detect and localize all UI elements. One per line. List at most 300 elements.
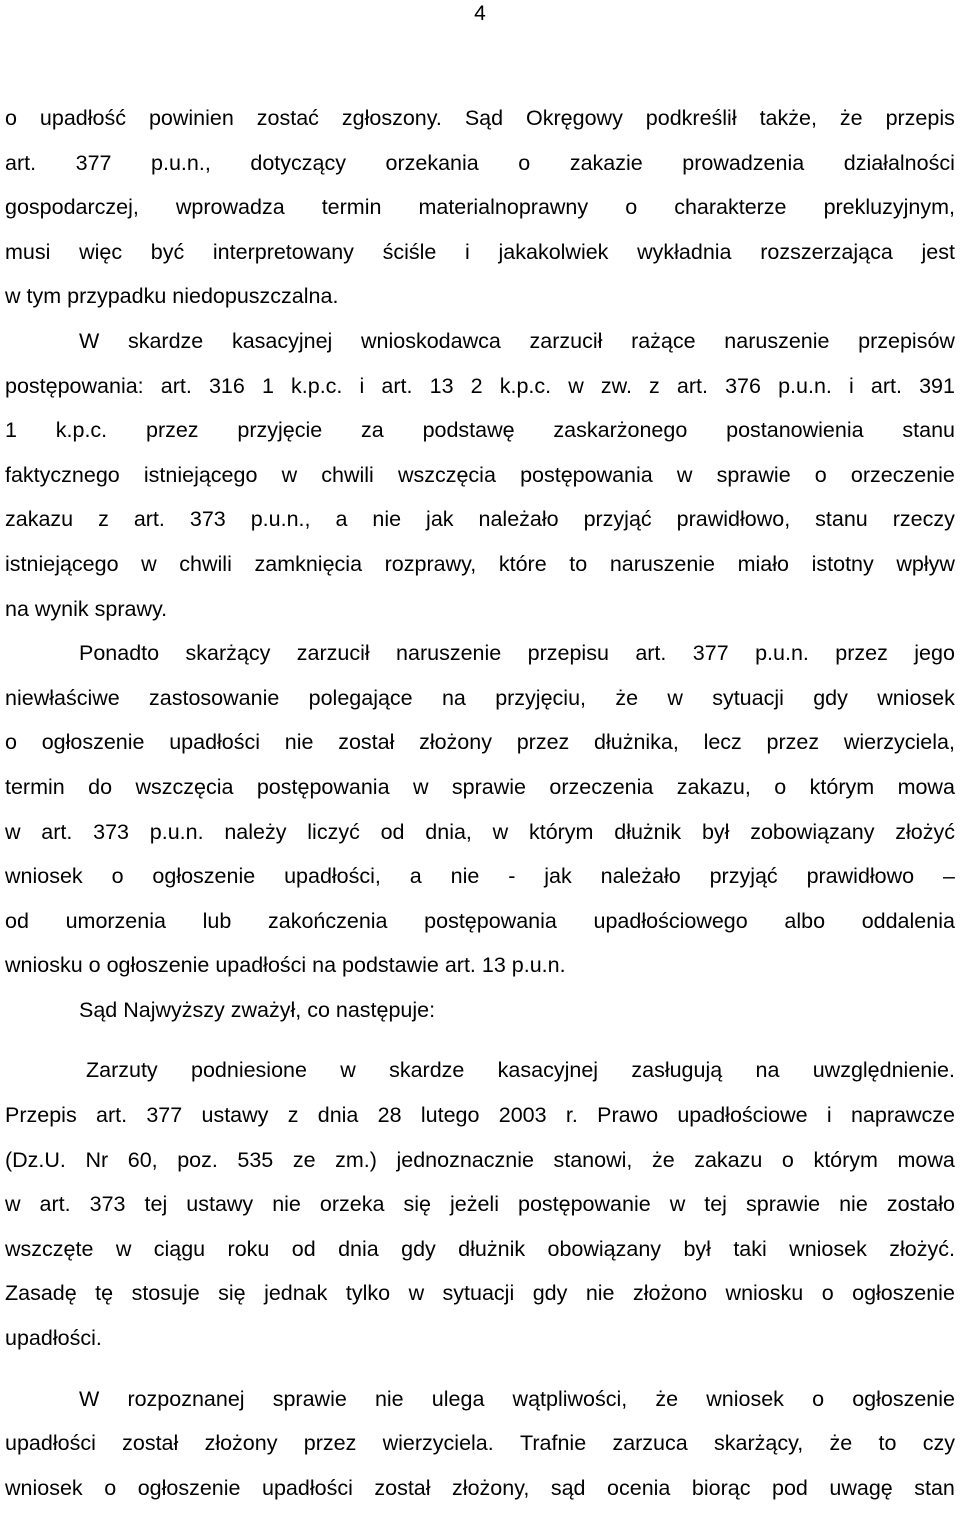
word: zaskarżonego: [553, 418, 688, 443]
word: że: [651, 1147, 675, 1172]
word: jak: [426, 507, 454, 532]
word: kasacyjnej: [231, 328, 333, 353]
word: którym: [813, 1147, 878, 1172]
word: od: [5, 908, 29, 933]
word: przez: [145, 418, 199, 443]
word: gdy: [532, 1281, 568, 1306]
word: orzeczenie: [850, 462, 955, 487]
word: złożyć: [895, 819, 955, 844]
word: wątpliwości,: [512, 1386, 628, 1411]
word: obowiązany: [547, 1236, 662, 1261]
word: ulega: [431, 1386, 485, 1411]
word: w: [281, 462, 298, 487]
word: p.u.n.: [778, 373, 832, 398]
word: należy: [224, 819, 287, 844]
word: biorąc: [691, 1475, 751, 1500]
word: złożony: [204, 1431, 278, 1456]
text-line: [5, 364, 955, 409]
word: prawidłowo: [806, 864, 915, 889]
word: zw.: [600, 373, 632, 398]
word: 376: [725, 373, 761, 398]
word: wniosek: [5, 864, 83, 889]
word: rozszerzająca: [760, 239, 893, 264]
word: art.: [870, 373, 902, 398]
word: naruszenie: [724, 328, 830, 353]
word: postępowania: [424, 908, 557, 933]
word: upadłościowe: [677, 1103, 808, 1128]
word: i: [465, 239, 470, 264]
text-line: wniosku o ogłoszenie upadłości na podstawie art. 13 p.u.n.: [5, 953, 566, 978]
word: jednak: [264, 1281, 328, 1306]
word: ogłoszenie: [852, 1281, 955, 1306]
word: powinien: [148, 106, 234, 130]
word: ustawy: [201, 1103, 269, 1128]
word: to: [569, 551, 588, 576]
text-line: [5, 141, 955, 186]
word: wszczęte: [5, 1236, 94, 1261]
text-line: [5, 1138, 955, 1183]
word: sprawie: [745, 1192, 821, 1217]
word: podkreślił: [645, 106, 737, 130]
word: prekluzyjnym,: [823, 195, 955, 220]
word: chwili: [179, 551, 232, 576]
word: o: [5, 106, 17, 130]
word: polegające: [308, 685, 413, 710]
text-line: [5, 96, 955, 141]
word: przyjęciu,: [495, 685, 586, 710]
word: termin: [5, 774, 65, 799]
word: przez: [835, 641, 888, 666]
word: zm.): [335, 1147, 377, 1172]
word: k.p.c.: [499, 373, 552, 398]
word: o: [812, 1386, 825, 1411]
word: skarżący,: [714, 1431, 804, 1456]
word: dnia,: [425, 819, 472, 844]
word: przyjęcie: [237, 418, 323, 443]
word: jednoznacznie: [396, 1147, 534, 1172]
word: poz.: [177, 1147, 218, 1172]
word: z: [649, 373, 660, 398]
word: naruszenie: [609, 551, 716, 576]
word: że: [655, 1386, 679, 1411]
word: które: [498, 551, 547, 576]
word: był: [683, 1236, 711, 1261]
word: pod: [771, 1475, 808, 1500]
text-line: upadłości.: [5, 1326, 102, 1351]
word: Okręgowy: [526, 106, 623, 130]
word: przepis: [885, 106, 955, 130]
text-line: w tym przypadku niedopuszczalna.: [5, 284, 339, 309]
word: przepisów: [858, 328, 955, 353]
word: rozprawy,: [384, 551, 477, 576]
word: przez: [516, 730, 570, 755]
word: art.: [95, 1103, 128, 1128]
word: ocenia: [607, 1475, 671, 1500]
word: jeżeli: [449, 1192, 499, 1217]
word: naruszenie: [396, 641, 502, 666]
page-number: 4: [474, 2, 486, 25]
paragraph-2: [5, 319, 955, 631]
word: z: [98, 507, 109, 532]
word: to: [878, 1431, 897, 1456]
word: zobowiązany: [750, 819, 875, 844]
text-line: [5, 631, 955, 676]
word: że: [615, 685, 639, 710]
word: 373: [89, 1192, 126, 1217]
word: 60,: [127, 1147, 158, 1172]
word: Trafnie: [520, 1431, 587, 1456]
word: skardze: [389, 1058, 465, 1083]
word: k.p.c.: [55, 418, 108, 443]
word: czy: [922, 1431, 955, 1456]
word: -: [508, 864, 516, 889]
word: p.u.n.,: [250, 507, 311, 532]
word: materialnoprawny: [418, 195, 589, 220]
word: nie: [272, 1192, 301, 1217]
word: art.: [5, 150, 37, 175]
spacer: [5, 1032, 955, 1048]
word: (Dz.U.: [5, 1147, 66, 1172]
word: jakakolwiek: [498, 239, 609, 264]
word: nie: [372, 507, 402, 532]
word: tylko: [345, 1281, 391, 1306]
word: termin: [321, 195, 382, 220]
word: złożony: [419, 730, 492, 755]
word: wniosek: [706, 1386, 784, 1411]
text-line: [5, 1421, 955, 1466]
word: charakterze: [674, 195, 787, 220]
word: p.u.n.: [755, 641, 809, 666]
word: stanu: [815, 507, 868, 532]
word: którym: [528, 819, 594, 844]
word: upadłości,: [284, 864, 381, 889]
word: zakazu,: [676, 774, 751, 799]
word: zarzucił: [296, 641, 370, 666]
word: uwzględnienie.: [812, 1058, 955, 1083]
word: na: [755, 1058, 780, 1083]
word: w: [412, 774, 429, 799]
word: zgłoszony.: [341, 106, 442, 130]
word: zakazie: [569, 150, 643, 175]
word: faktycznego: [5, 462, 120, 487]
word: został: [122, 1431, 179, 1456]
word: ogłoszenie: [852, 1386, 955, 1411]
word: od: [291, 1236, 316, 1261]
text-line: [5, 1466, 955, 1511]
word: zastosowanie: [149, 685, 280, 710]
word: o: [518, 150, 531, 175]
word: art.: [41, 819, 73, 844]
word: 316: [208, 373, 245, 398]
word: ogłoszenie: [137, 1475, 241, 1500]
word: wykładnia: [637, 239, 732, 264]
word: orzekania: [385, 150, 479, 175]
word: upadłości: [262, 1475, 353, 1500]
word: Ponadto: [79, 641, 160, 666]
word: liczyć: [307, 819, 360, 844]
word: istotny: [811, 551, 874, 576]
word: postępowanie: [518, 1192, 651, 1217]
text-line: [5, 1182, 955, 1227]
word: wniosek: [5, 1475, 83, 1500]
word: także,: [759, 106, 817, 130]
word: do: [88, 774, 113, 799]
word: skarżący: [185, 641, 271, 666]
word: naprawcze: [850, 1103, 955, 1128]
word: sąd: [550, 1475, 586, 1500]
document-body: [5, 96, 955, 1510]
word: kasacyjnej: [497, 1058, 599, 1083]
word: 2: [470, 373, 483, 398]
word: sprawie: [272, 1386, 347, 1411]
word: w: [408, 1281, 425, 1306]
word: Nr: [85, 1147, 109, 1172]
word: dotyczący: [250, 150, 346, 175]
word: upadłości: [5, 1431, 96, 1456]
word: przyjąć: [583, 507, 652, 532]
word: i: [848, 373, 854, 398]
word: art.: [39, 1192, 71, 1217]
word: został: [338, 730, 395, 755]
word: nie: [585, 1281, 615, 1306]
word: a: [409, 864, 422, 889]
text-line: [5, 230, 955, 275]
word: mowa: [897, 1147, 955, 1172]
word: przez: [766, 730, 820, 755]
word: Sąd: [464, 106, 504, 130]
word: w: [115, 1236, 132, 1261]
word: postępowania:: [5, 373, 144, 398]
word: prowadzenia: [682, 150, 805, 175]
word: stosuje: [131, 1281, 200, 1306]
word: gdy: [401, 1236, 436, 1261]
word: r.: [565, 1103, 578, 1128]
word: jest: [921, 239, 955, 264]
word: albo: [784, 908, 826, 933]
word: tę: [95, 1281, 114, 1306]
word: i: [359, 373, 365, 398]
word: taki: [733, 1236, 767, 1261]
word: postanowienia: [726, 418, 864, 443]
word: art.: [381, 373, 413, 398]
word: zakończenia: [267, 908, 388, 933]
word: stan: [914, 1475, 955, 1500]
word: dłużnika,: [594, 730, 679, 755]
text-line: [5, 185, 955, 230]
word: prawidłowo,: [676, 507, 791, 532]
word: w: [669, 1192, 686, 1217]
word: w: [340, 1058, 356, 1083]
word: art.: [676, 373, 708, 398]
word: został: [374, 1475, 431, 1500]
word: mowa: [897, 774, 955, 799]
word: złożony,: [452, 1475, 530, 1500]
word: 1: [261, 373, 274, 398]
text-line: na wynik sprawy.: [5, 596, 168, 621]
word: w: [492, 819, 509, 844]
word: 2003: [498, 1103, 547, 1128]
word: wszczęcia: [397, 462, 496, 487]
word: –: [943, 864, 955, 889]
word: skardze: [127, 328, 204, 353]
word: rzeczy: [892, 507, 955, 532]
section-heading: [5, 988, 955, 1033]
word: dłużnik: [458, 1236, 526, 1261]
spacer: [5, 1361, 955, 1377]
word: działalności: [843, 150, 955, 175]
word: p.u.n.,: [151, 150, 211, 175]
word: chwili: [321, 462, 374, 487]
word: lecz: [703, 730, 742, 755]
word: sprawie: [716, 462, 791, 487]
word: na: [441, 685, 466, 710]
word: że: [839, 106, 863, 130]
word: art.: [160, 373, 192, 398]
word: orzeczenia: [549, 774, 654, 799]
word: lutego: [420, 1103, 480, 1128]
word: za: [361, 418, 384, 443]
word: o: [821, 1281, 834, 1306]
word: W: [79, 1386, 100, 1411]
word: 377: [692, 641, 729, 666]
word: nie: [839, 1192, 868, 1217]
word: że: [829, 1431, 853, 1456]
word: postępowania: [256, 774, 390, 799]
word: był: [701, 819, 730, 844]
text-line: [5, 854, 955, 899]
word: ogłoszenie: [152, 864, 256, 889]
word: Prawo: [597, 1103, 659, 1128]
word: tej: [144, 1192, 168, 1217]
word: dnia: [317, 1103, 359, 1128]
word: o: [625, 195, 638, 220]
word: przyjąć: [709, 864, 778, 889]
word: zarzucił: [529, 328, 603, 353]
word: miało: [737, 551, 790, 576]
word: 373: [93, 819, 130, 844]
word: a: [335, 507, 348, 532]
word: istniejącego: [143, 462, 258, 487]
word: należało: [600, 864, 681, 889]
word: w: [676, 462, 693, 487]
word: w: [667, 685, 683, 710]
word: ściśle: [382, 239, 437, 264]
heading-line: Sąd Najwyższy zważył, co następuje:: [79, 997, 436, 1022]
word: upadłość: [39, 106, 126, 130]
word: k.p.c.: [291, 373, 343, 398]
word: jak: [544, 864, 572, 889]
word: 28: [377, 1103, 402, 1128]
word: przepisu: [527, 641, 609, 666]
word: w: [5, 1192, 21, 1217]
word: dnia: [338, 1236, 379, 1261]
text-line: [5, 497, 955, 542]
word: w: [5, 819, 21, 844]
word: o: [5, 730, 17, 755]
word: wprowadza: [175, 195, 285, 220]
word: i: [826, 1103, 832, 1128]
word: 13: [429, 373, 454, 398]
word: wierzyciela.: [382, 1431, 494, 1456]
word: orzeka: [319, 1192, 385, 1217]
word: w: [568, 373, 584, 398]
word: niewłaściwe: [5, 685, 120, 710]
word: w: [141, 551, 157, 576]
word: podstawę: [422, 418, 515, 443]
word: o: [814, 462, 827, 487]
word: zakazu: [5, 507, 74, 532]
word: musi: [5, 239, 51, 264]
word: należało: [478, 507, 559, 532]
word: wszczęcia: [135, 774, 234, 799]
word: gospodarczej,: [5, 195, 139, 220]
text-line: [5, 408, 955, 453]
word: o: [104, 1475, 117, 1500]
word: sytuacji: [712, 685, 784, 710]
word: się: [218, 1281, 246, 1306]
text-line: [5, 1093, 955, 1138]
word: złożono: [632, 1281, 708, 1306]
word: ogłoszenie: [41, 730, 145, 755]
word: wpływ: [896, 551, 955, 576]
word: oddalenia: [861, 908, 955, 933]
word: 377: [75, 150, 112, 175]
word: sprawie: [451, 774, 526, 799]
word: rażące: [631, 328, 696, 353]
word: p.u.n.: [149, 819, 204, 844]
word: od: [380, 819, 405, 844]
word: Zarzuty: [86, 1058, 158, 1083]
word: być: [150, 239, 185, 264]
word: się: [403, 1192, 431, 1217]
word: ustawy: [186, 1192, 254, 1217]
word: podniesione: [190, 1058, 307, 1083]
text-line: [5, 765, 955, 810]
word: istniejącego: [5, 551, 119, 576]
word: o: [111, 864, 124, 889]
word: o: [774, 774, 787, 799]
word: lub: [202, 908, 232, 933]
word: wierzyciela,: [843, 730, 955, 755]
word: zasługują: [631, 1058, 723, 1083]
word: art.: [133, 507, 165, 532]
text-line: [5, 720, 955, 765]
word: jego: [914, 641, 955, 666]
word: rozpoznanej: [127, 1386, 245, 1411]
word: wniosek: [877, 685, 955, 710]
text-line: [5, 1377, 955, 1422]
word: postępowania: [520, 462, 653, 487]
word: Zasadę: [5, 1281, 77, 1306]
word: W: [79, 328, 100, 353]
word: zakazu: [694, 1147, 763, 1172]
paragraph-3: [5, 631, 955, 988]
word: upadłości: [169, 730, 261, 755]
word: więc: [79, 239, 123, 264]
word: wnioskodawca: [361, 328, 501, 353]
word: nie: [450, 864, 480, 889]
word: zarzuca: [612, 1431, 688, 1456]
text-line: [5, 542, 955, 587]
word: przez: [303, 1431, 357, 1456]
word: 377: [146, 1103, 183, 1128]
word: sytuacji: [442, 1281, 515, 1306]
word: ze: [292, 1147, 316, 1172]
word: tej: [704, 1192, 727, 1217]
paragraph-5: [5, 1048, 955, 1360]
word: upadłościowego: [593, 908, 748, 933]
text-line: [5, 1227, 955, 1272]
